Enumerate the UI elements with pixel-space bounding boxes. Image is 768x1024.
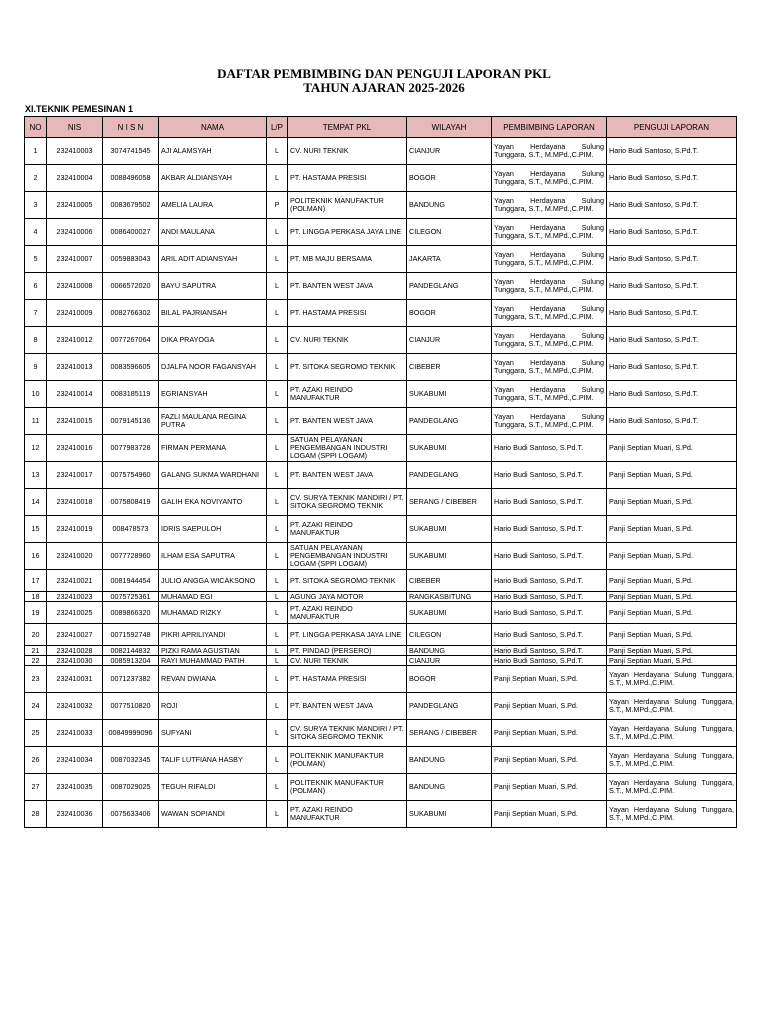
- table-row: [25, 666, 737, 693]
- cell-nisn: 0075808419: [103, 489, 159, 516]
- cell-lp: L: [267, 693, 288, 720]
- cell-wilayah: CIANJUR: [407, 327, 492, 354]
- cell-nisn: 0075725361: [103, 592, 159, 602]
- cell-lp: L: [267, 602, 288, 624]
- cell-penguji: Panji Septian Muari, S.Pd.: [607, 624, 737, 646]
- cell-penguji: Hario Budi Santoso, S.Pd.T.: [607, 381, 737, 408]
- cell-penguji: Hario Budi Santoso, S.Pd.T.: [607, 138, 737, 165]
- cell-nisn: 00849999096: [103, 720, 159, 747]
- cell-nisn: 0089866320: [103, 602, 159, 624]
- cell-no: 8: [25, 327, 47, 354]
- cell-nama: TEGUH RIFALDI: [159, 774, 267, 801]
- cell-nisn: 0071237382: [103, 666, 159, 693]
- cell-nis: 232410007: [47, 246, 103, 273]
- cell-pembimbing: Yayan Herdayana Sulung Tunggara, S.T., M.MPd.,C.PIM.: [492, 246, 607, 273]
- cell-wilayah: BANDUNG: [407, 646, 492, 656]
- header-wilayah: WILAYAH: [407, 117, 492, 138]
- table-row: [25, 165, 737, 192]
- cell-pembimbing: Yayan Herdayana Sulung Tunggara, S.T., M.MPd.,C.PIM.: [492, 138, 607, 165]
- cell-nisn: 0088496058: [103, 165, 159, 192]
- cell-nis: 232410021: [47, 570, 103, 592]
- table-row: [25, 516, 737, 543]
- cell-penguji: Yayan Herdayana Sulung Tunggara, S.T., M.MPd.,C.PIM.: [607, 666, 737, 693]
- cell-penguji: Panji Septian Muari, S.Pd.: [607, 656, 737, 666]
- cell-wilayah: CILEGON: [407, 624, 492, 646]
- cell-tempat-pkl: PT. BANTEN WEST JAVA: [288, 462, 407, 489]
- cell-wilayah: BOGOR: [407, 165, 492, 192]
- cell-no: 10: [25, 381, 47, 408]
- cell-lp: L: [267, 273, 288, 300]
- cell-nisn: 3074741545: [103, 138, 159, 165]
- cell-tempat-pkl: SATUAN PELAYANAN PENGEMBANGAN INDUSTRI LOGAM (SPPI LOGAM): [288, 435, 407, 462]
- cell-wilayah: SUKABUMI: [407, 801, 492, 828]
- cell-nama: AJI ALAMSYAH: [159, 138, 267, 165]
- table-body: [25, 138, 737, 828]
- cell-nama: REVAN DWIANA: [159, 666, 267, 693]
- cell-tempat-pkl: PT. HASTAMA PRESISI: [288, 165, 407, 192]
- cell-no: 7: [25, 300, 47, 327]
- cell-pembimbing: Panji Septian Muari, S.Pd.: [492, 720, 607, 747]
- cell-lp: L: [267, 646, 288, 656]
- cell-pembimbing: Panji Septian Muari, S.Pd.: [492, 693, 607, 720]
- cell-lp: L: [267, 300, 288, 327]
- cell-nisn: 0077728960: [103, 543, 159, 570]
- cell-no: 25: [25, 720, 47, 747]
- table-row: [25, 381, 737, 408]
- table-row: [25, 462, 737, 489]
- cell-lp: L: [267, 570, 288, 592]
- cell-tempat-pkl: PT. AZAKI REINDO MANUFAKTUR: [288, 381, 407, 408]
- cell-tempat-pkl: PT. AZAKI REINDO MANUFAKTUR: [288, 602, 407, 624]
- table-row: [25, 774, 737, 801]
- cell-nisn: 0077510820: [103, 693, 159, 720]
- cell-nisn: 0077983728: [103, 435, 159, 462]
- cell-pembimbing: Yayan Herdayana Sulung Tunggara, S.T., M.MPd.,C.PIM.: [492, 381, 607, 408]
- cell-nama: MUHAMAD RIZKY: [159, 602, 267, 624]
- cell-nis: 232410009: [47, 300, 103, 327]
- cell-wilayah: SUKABUMI: [407, 602, 492, 624]
- cell-pembimbing: Yayan Herdayana Sulung Tunggara, S.T., M.MPd.,C.PIM.: [492, 327, 607, 354]
- cell-pembimbing: Hario Budi Santoso, S.Pd.T.: [492, 646, 607, 656]
- cell-no: 5: [25, 246, 47, 273]
- cell-nama: AMELIA LAURA: [159, 192, 267, 219]
- cell-wilayah: SUKABUMI: [407, 381, 492, 408]
- cell-no: 11: [25, 408, 47, 435]
- cell-no: 1: [25, 138, 47, 165]
- cell-no: 22: [25, 656, 47, 666]
- cell-nisn: 008478573: [103, 516, 159, 543]
- cell-nisn: 0077267064: [103, 327, 159, 354]
- cell-nama: BILAL PAJRIANSAH: [159, 300, 267, 327]
- cell-penguji: Panji Septian Muari, S.Pd.: [607, 516, 737, 543]
- header-penguji: PENGUJI LAPORAN: [607, 117, 737, 138]
- cell-tempat-pkl: PT. SITOKA SEGROMO TEKNIK: [288, 354, 407, 381]
- cell-nama: MUHAMAD EGI: [159, 592, 267, 602]
- cell-tempat-pkl: CV. SURYA TEKNIK MANDIRI / PT. SITOKA SEGROMO TEKNIK: [288, 489, 407, 516]
- cell-nis: 232410027: [47, 624, 103, 646]
- cell-penguji: Hario Budi Santoso, S.Pd.T.: [607, 327, 737, 354]
- header-nama: NAMA: [159, 117, 267, 138]
- cell-pembimbing: Hario Budi Santoso, S.Pd.T.: [492, 462, 607, 489]
- cell-lp: L: [267, 747, 288, 774]
- cell-nama: PIKRI APRILIYANDI: [159, 624, 267, 646]
- cell-no: 12: [25, 435, 47, 462]
- cell-nisn: 0083679502: [103, 192, 159, 219]
- table-row: [25, 354, 737, 381]
- cell-penguji: Yayan Herdayana Sulung Tunggara, S.T., M.MPd.,C.PIM.: [607, 693, 737, 720]
- cell-nisn: 0066572020: [103, 273, 159, 300]
- table-row: [25, 489, 737, 516]
- cell-tempat-pkl: POLITEKNIK MANUFAKTUR (POLMAN): [288, 192, 407, 219]
- cell-pembimbing: Hario Budi Santoso, S.Pd.T.: [492, 516, 607, 543]
- cell-penguji: Hario Budi Santoso, S.Pd.T.: [607, 165, 737, 192]
- cell-nis: 232410005: [47, 192, 103, 219]
- cell-pembimbing: Hario Budi Santoso, S.Pd.T.: [492, 570, 607, 592]
- cell-no: 4: [25, 219, 47, 246]
- header-tempat-pkl: TEMPAT PKL: [288, 117, 407, 138]
- cell-no: 2: [25, 165, 47, 192]
- cell-pembimbing: Hario Budi Santoso, S.Pd.T.: [492, 489, 607, 516]
- cell-tempat-pkl: PT. BANTEN WEST JAVA: [288, 273, 407, 300]
- cell-tempat-pkl: PT. LINGGA PERKASA JAYA LINE: [288, 624, 407, 646]
- cell-wilayah: SUKABUMI: [407, 516, 492, 543]
- cell-nama: RAYI MUHAMMAD PATIH: [159, 656, 267, 666]
- cell-nisn: 0082766302: [103, 300, 159, 327]
- cell-nis: 232410030: [47, 656, 103, 666]
- cell-no: 3: [25, 192, 47, 219]
- cell-tempat-pkl: PT. BANTEN WEST JAVA: [288, 408, 407, 435]
- cell-nama: ILHAM ESA SAPUTRA: [159, 543, 267, 570]
- cell-lp: L: [267, 435, 288, 462]
- cell-tempat-pkl: PT. MB MAJU BERSAMA: [288, 246, 407, 273]
- cell-pembimbing: Yayan Herdayana Sulung Tunggara, S.T., M.MPd.,C.PIM.: [492, 273, 607, 300]
- cell-no: 15: [25, 516, 47, 543]
- cell-no: 18: [25, 592, 47, 602]
- cell-nis: 232410018: [47, 489, 103, 516]
- cell-wilayah: JAKARTA: [407, 246, 492, 273]
- cell-wilayah: RANGKASBITUNG: [407, 592, 492, 602]
- cell-wilayah: SERANG / CIBEBER: [407, 489, 492, 516]
- table-row: [25, 720, 737, 747]
- table-row: [25, 273, 737, 300]
- table-header-row: [25, 117, 737, 138]
- cell-tempat-pkl: PT. HASTAMA PRESISI: [288, 666, 407, 693]
- table-row: [25, 408, 737, 435]
- cell-penguji: Panji Septian Muari, S.Pd.: [607, 462, 737, 489]
- cell-penguji: Panji Septian Muari, S.Pd.: [607, 602, 737, 624]
- cell-pembimbing: Hario Budi Santoso, S.Pd.T.: [492, 624, 607, 646]
- cell-penguji: Yayan Herdayana Sulung Tunggara, S.T., M.MPd.,C.PIM.: [607, 774, 737, 801]
- cell-lp: L: [267, 219, 288, 246]
- cell-nama: PIZKI RAMA AGUSTIAN: [159, 646, 267, 656]
- table-row: [25, 747, 737, 774]
- cell-no: 16: [25, 543, 47, 570]
- cell-nis: 232410036: [47, 801, 103, 828]
- cell-no: 26: [25, 747, 47, 774]
- cell-nama: JULIO ANGGA WICAKSONO: [159, 570, 267, 592]
- cell-nisn: 0059883043: [103, 246, 159, 273]
- cell-wilayah: BANDUNG: [407, 192, 492, 219]
- cell-lp: L: [267, 381, 288, 408]
- cell-wilayah: BOGOR: [407, 666, 492, 693]
- cell-pembimbing: Hario Budi Santoso, S.Pd.T.: [492, 592, 607, 602]
- cell-pembimbing: Panji Septian Muari, S.Pd.: [492, 666, 607, 693]
- cell-wilayah: SERANG / CIBEBER: [407, 720, 492, 747]
- cell-nisn: 0085913204: [103, 656, 159, 666]
- header-no: NO: [25, 117, 47, 138]
- cell-nis: 232410004: [47, 165, 103, 192]
- cell-lp: L: [267, 624, 288, 646]
- header-pembimbing: PEMBIMBING LAPORAN: [492, 117, 607, 138]
- cell-no: 19: [25, 602, 47, 624]
- cell-wilayah: BOGOR: [407, 300, 492, 327]
- cell-lp: L: [267, 592, 288, 602]
- cell-pembimbing: Hario Budi Santoso, S.Pd.T.: [492, 602, 607, 624]
- cell-no: 20: [25, 624, 47, 646]
- cell-wilayah: PANDEGLANG: [407, 693, 492, 720]
- cell-nama: FIRMAN PERMANA: [159, 435, 267, 462]
- cell-nama: SUFYANI: [159, 720, 267, 747]
- cell-pembimbing: Yayan Herdayana Sulung Tunggara, S.T., M.MPd.,C.PIM.: [492, 165, 607, 192]
- cell-nisn: 0083596605: [103, 354, 159, 381]
- cell-wilayah: SUKABUMI: [407, 435, 492, 462]
- cell-penguji: Hario Budi Santoso, S.Pd.T.: [607, 246, 737, 273]
- cell-wilayah: PANDEGLANG: [407, 408, 492, 435]
- cell-penguji: Hario Budi Santoso, S.Pd.T.: [607, 273, 737, 300]
- class-label: XI.TEKNIK PEMESINAN 1: [25, 104, 134, 114]
- cell-nis: 232410016: [47, 435, 103, 462]
- cell-wilayah: PANDEGLANG: [407, 462, 492, 489]
- cell-nisn: 0075633406: [103, 801, 159, 828]
- cell-nisn: 0075754960: [103, 462, 159, 489]
- cell-pembimbing: Yayan Herdayana Sulung Tunggara, S.T., M.MPd.,C.PIM.: [492, 300, 607, 327]
- cell-lp: L: [267, 489, 288, 516]
- cell-nama: FAZLI MAULANA REGINA PUTRA: [159, 408, 267, 435]
- cell-nama: WAWAN SOPIANDI: [159, 801, 267, 828]
- cell-nis: 232410017: [47, 462, 103, 489]
- table-row: [25, 300, 737, 327]
- cell-pembimbing: Panji Septian Muari, S.Pd.: [492, 774, 607, 801]
- cell-nis: 232410034: [47, 747, 103, 774]
- table-row: [25, 327, 737, 354]
- cell-penguji: Hario Budi Santoso, S.Pd.T.: [607, 300, 737, 327]
- cell-lp: P: [267, 192, 288, 219]
- cell-tempat-pkl: CV. SURYA TEKNIK MANDIRI / PT. SITOKA SEGROMO TEKNIK: [288, 720, 407, 747]
- table-row: [25, 624, 737, 646]
- cell-nama: DIKA PRAYOGA: [159, 327, 267, 354]
- cell-wilayah: CILEGON: [407, 219, 492, 246]
- cell-nis: 232410020: [47, 543, 103, 570]
- cell-tempat-pkl: CV. NURI TEKNIK: [288, 138, 407, 165]
- cell-lp: L: [267, 408, 288, 435]
- cell-nama: EGRIANSYAH: [159, 381, 267, 408]
- cell-wilayah: BANDUNG: [407, 747, 492, 774]
- header-lp: L/P: [267, 117, 288, 138]
- cell-lp: L: [267, 801, 288, 828]
- document-subtitle: TAHUN AJARAN 2025-2026: [303, 80, 465, 95]
- cell-lp: L: [267, 462, 288, 489]
- header-nis: NIS: [47, 117, 103, 138]
- cell-tempat-pkl: CV. NURI TEKNIK: [288, 656, 407, 666]
- cell-penguji: Yayan Herdayana Sulung Tunggara, S.T., M.MPd.,C.PIM.: [607, 720, 737, 747]
- cell-no: 27: [25, 774, 47, 801]
- table-row: [25, 192, 737, 219]
- cell-penguji: Panji Septian Muari, S.Pd.: [607, 592, 737, 602]
- cell-no: 9: [25, 354, 47, 381]
- cell-tempat-pkl: CV. NURI TEKNIK: [288, 327, 407, 354]
- cell-tempat-pkl: PT. SITOKA SEGROMO TEKNIK: [288, 570, 407, 592]
- cell-nama: DJALFA NOOR FAGANSYAH: [159, 354, 267, 381]
- cell-nisn: 0087032345: [103, 747, 159, 774]
- cell-lp: L: [267, 656, 288, 666]
- cell-nisn: 0081944454: [103, 570, 159, 592]
- cell-lp: L: [267, 165, 288, 192]
- cell-lp: L: [267, 666, 288, 693]
- cell-wilayah: CIBEBER: [407, 570, 492, 592]
- cell-pembimbing: Hario Budi Santoso, S.Pd.T.: [492, 435, 607, 462]
- cell-nama: TALIF LUTFIANA HASBY: [159, 747, 267, 774]
- cell-lp: L: [267, 543, 288, 570]
- cell-penguji: Yayan Herdayana Sulung Tunggara, S.T., M.MPd.,C.PIM.: [607, 801, 737, 828]
- cell-nama: ANDI MAULANA: [159, 219, 267, 246]
- cell-nis: 232410031: [47, 666, 103, 693]
- cell-penguji: Yayan Herdayana Sulung Tunggara, S.T., M.MPd.,C.PIM.: [607, 747, 737, 774]
- cell-nis: 232410013: [47, 354, 103, 381]
- cell-pembimbing: Yayan Herdayana Sulung Tunggara, S.T., M.MPd.,C.PIM.: [492, 354, 607, 381]
- cell-nama: GALIH EKA NOVIYANTO: [159, 489, 267, 516]
- cell-nis: 232410025: [47, 602, 103, 624]
- cell-penguji: Hario Budi Santoso, S.Pd.T.: [607, 354, 737, 381]
- cell-nis: 232410008: [47, 273, 103, 300]
- cell-tempat-pkl: POLITEKNIK MANUFAKTUR (POLMAN): [288, 774, 407, 801]
- cell-tempat-pkl: PT. AZAKI REINDO MANUFAKTUR: [288, 801, 407, 828]
- cell-tempat-pkl: PT. AZAKI REINDO MANUFAKTUR: [288, 516, 407, 543]
- cell-lp: L: [267, 138, 288, 165]
- cell-nis: 232410035: [47, 774, 103, 801]
- table-row: [25, 543, 737, 570]
- cell-nisn: 0087029025: [103, 774, 159, 801]
- cell-pembimbing: Panji Septian Muari, S.Pd.: [492, 747, 607, 774]
- cell-penguji: Hario Budi Santoso, S.Pd.T.: [607, 219, 737, 246]
- table-row: [25, 693, 737, 720]
- table-row: [25, 246, 737, 273]
- cell-wilayah: SUKABUMI: [407, 543, 492, 570]
- table-row: [25, 801, 737, 828]
- cell-nis: 232410006: [47, 219, 103, 246]
- cell-nis: 232410032: [47, 693, 103, 720]
- cell-nis: 232410015: [47, 408, 103, 435]
- cell-tempat-pkl: POLITEKNIK MANUFAKTUR (POLMAN): [288, 747, 407, 774]
- cell-wilayah: CIANJUR: [407, 138, 492, 165]
- cell-tempat-pkl: PT. LINGGA PERKASA JAYA LINE: [288, 219, 407, 246]
- cell-tempat-pkl: PT. BANTEN WEST JAVA: [288, 693, 407, 720]
- cell-penguji: Panji Septian Muari, S.Pd.: [607, 570, 737, 592]
- cell-pembimbing: Hario Budi Santoso, S.Pd.T.: [492, 656, 607, 666]
- cell-penguji: Panji Septian Muari, S.Pd.: [607, 489, 737, 516]
- cell-tempat-pkl: PT. PINDAD (PERSERO): [288, 646, 407, 656]
- cell-nis: 232410033: [47, 720, 103, 747]
- cell-nama: BAYU SAPUTRA: [159, 273, 267, 300]
- cell-lp: L: [267, 246, 288, 273]
- table-row: [25, 138, 737, 165]
- cell-no: 6: [25, 273, 47, 300]
- cell-no: 28: [25, 801, 47, 828]
- cell-nis: 232410019: [47, 516, 103, 543]
- cell-penguji: Hario Budi Santoso, S.Pd.T.: [607, 408, 737, 435]
- cell-pembimbing: Hario Budi Santoso, S.Pd.T.: [492, 543, 607, 570]
- cell-no: 23: [25, 666, 47, 693]
- table-row: [25, 219, 737, 246]
- cell-penguji: Hario Budi Santoso, S.Pd.T.: [607, 192, 737, 219]
- cell-no: 24: [25, 693, 47, 720]
- cell-lp: L: [267, 354, 288, 381]
- cell-nisn: 0083185119: [103, 381, 159, 408]
- cell-no: 13: [25, 462, 47, 489]
- cell-wilayah: CIANJUR: [407, 656, 492, 666]
- cell-wilayah: PANDEGLANG: [407, 273, 492, 300]
- cell-pembimbing: Yayan Herdayana Sulung Tunggara, S.T., M.MPd.,C.PIM.: [492, 192, 607, 219]
- cell-penguji: Panji Septian Muari, S.Pd.: [607, 435, 737, 462]
- cell-tempat-pkl: AGUNG JAYA MOTOR: [288, 592, 407, 602]
- cell-nama: ROJI: [159, 693, 267, 720]
- cell-nisn: 0079145136: [103, 408, 159, 435]
- cell-lp: L: [267, 327, 288, 354]
- table-row: [25, 592, 737, 602]
- cell-nama: AKBAR ALDIANSYAH: [159, 165, 267, 192]
- cell-pembimbing: Yayan Herdayana Sulung Tunggara, S.T., M.MPd.,C.PIM.: [492, 408, 607, 435]
- cell-nama: GALANG SUKMA WARDHANI: [159, 462, 267, 489]
- cell-tempat-pkl: SATUAN PELAYANAN PENGEMBANGAN INDUSTRI LOGAM (SPPI LOGAM): [288, 543, 407, 570]
- cell-wilayah: BANDUNG: [407, 774, 492, 801]
- cell-lp: L: [267, 774, 288, 801]
- cell-pembimbing: Panji Septian Muari, S.Pd.: [492, 801, 607, 828]
- cell-no: 17: [25, 570, 47, 592]
- cell-nama: ARIL ADIT ADIANSYAH: [159, 246, 267, 273]
- cell-nis: 232410003: [47, 138, 103, 165]
- table-row: [25, 602, 737, 624]
- cell-nis: 232410028: [47, 646, 103, 656]
- cell-nis: 232410012: [47, 327, 103, 354]
- cell-nisn: 0082144832: [103, 646, 159, 656]
- document-title: DAFTAR PEMBIMBING DAN PENGUJI LAPORAN PKL: [217, 66, 551, 81]
- cell-tempat-pkl: PT. HASTAMA PRESISI: [288, 300, 407, 327]
- cell-nis: 232410023: [47, 592, 103, 602]
- table-row: [25, 435, 737, 462]
- cell-no: 21: [25, 646, 47, 656]
- cell-no: 14: [25, 489, 47, 516]
- cell-nama: IDRIS SAEPULOH: [159, 516, 267, 543]
- cell-penguji: Panji Septian Muari, S.Pd.: [607, 646, 737, 656]
- cell-nisn: 0071592748: [103, 624, 159, 646]
- cell-nis: 232410014: [47, 381, 103, 408]
- cell-nisn: 0086400027: [103, 219, 159, 246]
- cell-lp: L: [267, 516, 288, 543]
- cell-lp: L: [267, 720, 288, 747]
- cell-penguji: Panji Septian Muari, S.Pd.: [607, 543, 737, 570]
- cell-pembimbing: Yayan Herdayana Sulung Tunggara, S.T., M.MPd.,C.PIM.: [492, 219, 607, 246]
- table-row: [25, 656, 737, 666]
- cell-wilayah: CIBEBER: [407, 354, 492, 381]
- table-row: [25, 646, 737, 656]
- pkl-assignment-table: [24, 116, 737, 828]
- table-row: [25, 570, 737, 592]
- header-nisn: N I S N: [103, 117, 159, 138]
